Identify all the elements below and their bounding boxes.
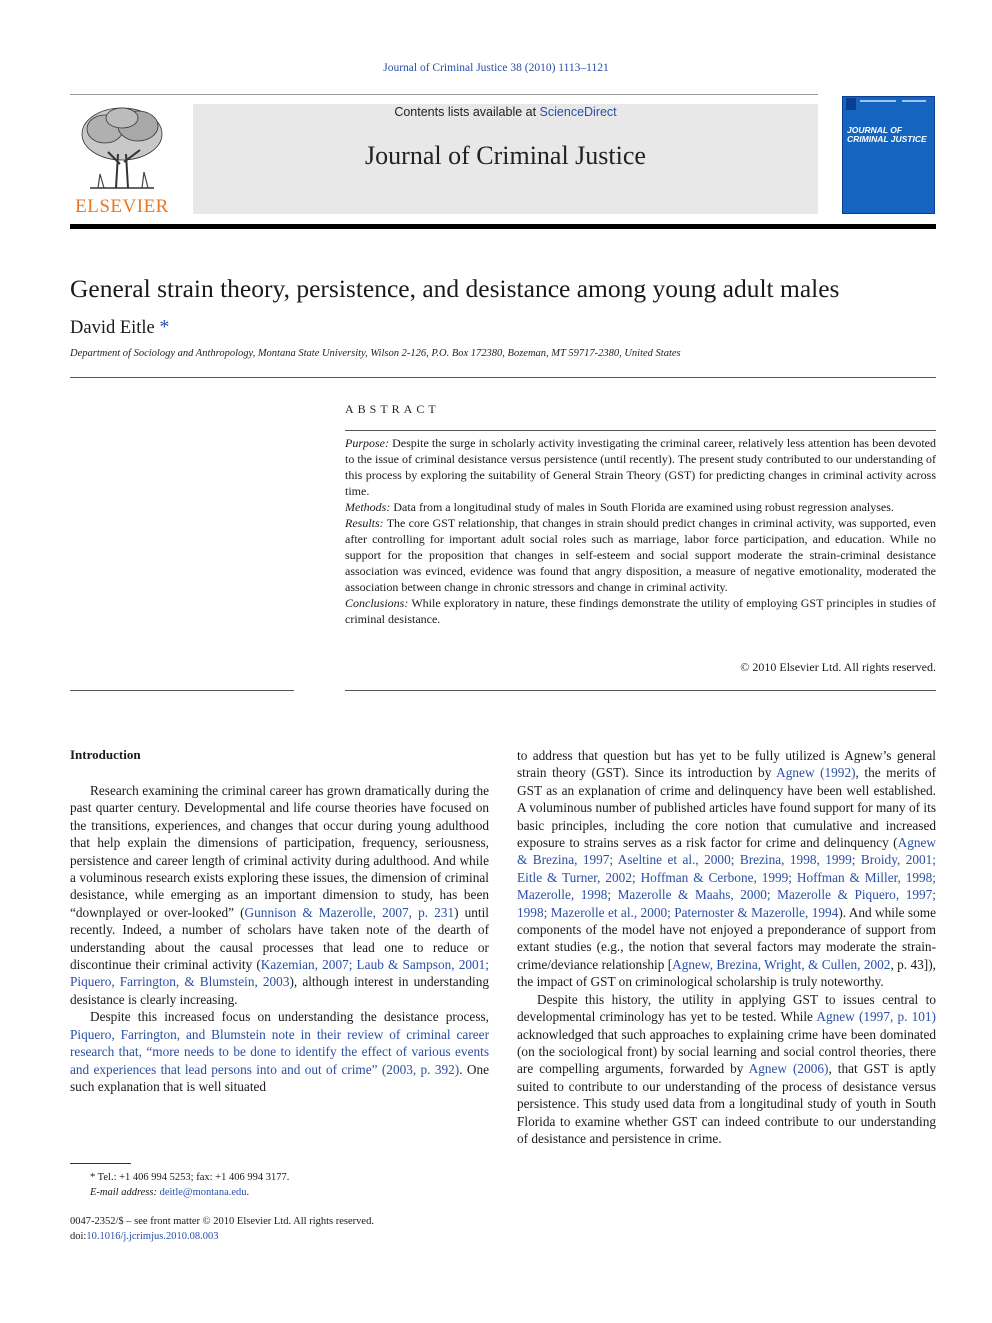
- footnote-contact: * Tel.: +1 406 994 5253; fax: +1 406 994 3177.: [90, 1172, 290, 1183]
- paragraph: [70, 782, 489, 1008]
- methods-label: Methods:: [345, 500, 391, 514]
- paragraph: [517, 991, 936, 1148]
- purpose-text: Despite the surge in scholarly activity investigating the criminal career, relatively less attention has been devoted to the issue of criminal desistance versus persistence (until recently). The present study contributed to our understanding of this process by exploring the suitability of General Strain Theory (GST) for predicting changes in criminal activity across time.: [345, 436, 936, 498]
- author-line: [70, 316, 169, 339]
- footnote: [70, 1170, 490, 1200]
- contents-prefix: Contents lists available at: [394, 105, 540, 119]
- abstract-purpose: [345, 435, 936, 499]
- journal-name: Journal of Criminal Justice: [365, 141, 646, 170]
- email-label: E-mail address:: [90, 1187, 157, 1198]
- title-rule: [70, 377, 936, 378]
- contents-line: [193, 105, 818, 119]
- text-run: ), although interest in understanding desistance is clearly increasing.: [70, 974, 489, 1007]
- elsevier-wordmark: ELSEVIER: [75, 196, 169, 217]
- email-end: .: [246, 1187, 250, 1198]
- text-run: . One such explanation that is well situated: [70, 1061, 489, 1094]
- author-name: David Eitle: [70, 318, 155, 338]
- abstract-heading: ABSTRACT: [345, 402, 440, 416]
- text-run: , the merits of GST as an explanation of crime and delinquency have been well established. A voluminous number of published articles have found support for many of its basic principles, including the core notion that cumulative and increased exposure to strains serves as a risk factor for crime and delinquency (: [517, 765, 937, 851]
- left-end-rule: [70, 690, 294, 691]
- author-affiliation: Department of Sociology and Anthropology, Montana State University, Wilson 2-126, P.O. Box 172380, Bozeman, MT 59717-2380, United States: [70, 348, 681, 359]
- abstract-results: [345, 515, 936, 595]
- text-run: , that GST is aptly suited to contribute to our understanding of the process of desistance versus persistence. This study used data from a longitudinal study of youth in South Florida to examine whether GST can indeed contribute to our understanding of desistance and persistence in crime.: [517, 1061, 936, 1146]
- doi-label: doi:: [70, 1231, 87, 1242]
- citation-link[interactable]: Agnew (1992): [776, 765, 856, 781]
- results-text: The core GST relationship, that changes in strain should predict changes in criminal activity, was supported, even after controlling for important adult social roles such as marriage, labor force participation, and education. While no support for the proposition that changes in self-esteem and social support moderate the strain-criminal desistance association was evinced, evidence was found that angry disposition, a measure of negative emotionality, moderated the association between change in chronic stressors and change in criminal activity.: [345, 516, 936, 594]
- abstract-methods: [345, 499, 936, 515]
- email-link[interactable]: deitle@montana.edu: [159, 1187, 247, 1198]
- methods-text: Data from a longitudinal study of males in South Florida are examined using robust regression analyses.: [390, 500, 894, 514]
- text-run: Despite this increased focus on understanding the desistance process,: [90, 1009, 489, 1025]
- header-rule: [70, 94, 818, 95]
- issn-line: 0047-2352/$ – see front matter © 2010 Elsevier Ltd. All rights reserved.: [70, 1216, 374, 1227]
- article-title: General strain theory, persistence, and desistance among young adult males: [70, 274, 840, 303]
- citation-link[interactable]: Gunnison & Mazerolle, 2007, p. 231: [244, 904, 455, 920]
- sciencedirect-link[interactable]: ScienceDirect: [539, 105, 617, 119]
- results-label: Results:: [345, 516, 384, 530]
- abstract-end-rule: [345, 690, 936, 691]
- citation-link[interactable]: Agnew & Brezina, 1997; Aseltine et al., 2000; Brezina, 1998, 1999; Broidy, 2001; Eitle & Turner, 2002; Hoffman & Cerbone, 1999; Hoffman & Miller, 1998; Mazerolle, 1998; Mazerolle & Maahs, 2000; Mazerolle & Piquero, 1997; 1998; Mazerolle et al., 2000; Paternoster & Mazerolle, 1994: [517, 835, 936, 920]
- purpose-label: Purpose:: [345, 436, 389, 450]
- footnote-rule: [70, 1163, 131, 1164]
- paragraph: [517, 747, 936, 991]
- doi-link[interactable]: 10.1016/j.jcrimjus.2010.08.003: [86, 1231, 219, 1242]
- citation-link[interactable]: Piquero, Farrington, and Blumstein note in their review of criminal career research that, “more needs to be done to identify the effect of various events and experiences that lead persons into and out of crime” (2003, p. 392): [70, 1026, 489, 1077]
- tree-icon: [70, 104, 174, 196]
- paragraph: [70, 1008, 489, 1095]
- footnote-email-line: [70, 1185, 490, 1200]
- conclusions-text: While exploratory in nature, these findings demonstrate the utility of employing GST principles in studies of criminal desistance.: [345, 596, 936, 626]
- front-matter: [70, 1214, 490, 1244]
- abstract-conclusions: [345, 595, 936, 627]
- text-run: acknowledged that such approaches to explaining crime have been dominated (on the sociological front) by social learning and social control theories, there are compelling arguments, forwarded by: [517, 1026, 936, 1077]
- journal-citation-link[interactable]: Journal of Criminal Justice 38 (2010) 1113–1121: [383, 62, 609, 74]
- corresponding-author-link[interactable]: *: [159, 316, 170, 338]
- abstract-body: [345, 435, 936, 627]
- body-column-left: [70, 782, 489, 1095]
- text-run: , p. 43]), the impact of GST on criminological scholarship is truly noteworthy.: [517, 956, 936, 990]
- text-run: ) until recently. Indeed, a number of scholars have taken note of the dearth of understanding about the causal processes that lead one to reduce or discontinue their criminal activity (: [70, 904, 490, 973]
- conclusions-label: Conclusions:: [345, 596, 409, 610]
- header-thick-rule: [70, 224, 936, 229]
- abstract-rule: [345, 430, 936, 431]
- text-run: Research examining the criminal career has grown dramatically during the past quarter century. Developmental and life course theories have focused on the transitions, experiences, and changes that occur during young adulthood that help explain the dimensions of participation, frequency, seriousness, persistence and career length of criminal activity during adulthood. And while a voluminous research exists exploring these issues, the dimension of criminal desistance, while emerging as an important dimension to study, has been “downplayed or over-looked” (: [70, 783, 489, 920]
- text-run: ). And while some components of the model have not enjoyed a preponderance of support from extant studies (e.g., the notion that several factors may moderate the strain-crime/deviance relationship [: [517, 904, 936, 972]
- body-column-right: [517, 747, 936, 1147]
- section-heading-introduction: Introduction: [70, 747, 141, 762]
- citation-link[interactable]: Agnew, Brezina, Wright, & Cullen, 2002: [672, 956, 891, 972]
- citation-link[interactable]: Agnew (2006): [748, 1061, 829, 1077]
- text-run: to address that question but has yet to be fully utilized is Agnew’s general strain theory (GST). Since its introduction by: [517, 748, 936, 781]
- cover-title: JOURNAL OF CRIMINAL JUSTICE: [847, 125, 927, 144]
- doi-line: [70, 1229, 490, 1244]
- citation-link[interactable]: Agnew (1997, p. 101): [816, 1009, 936, 1025]
- citation-link[interactable]: Kazemian, 2007; Laub & Sampson, 2001; Piquero, Farrington, & Blumstein, 2003: [70, 957, 489, 990]
- text-run: Despite this history, the utility in applying GST to issues central to developmental criminology has yet to be tested. While: [517, 991, 936, 1025]
- abstract-copyright: © 2010 Elsevier Ltd. All rights reserved.: [740, 660, 936, 674]
- journal-cover-image: [842, 96, 935, 214]
- cover-header-strip: [846, 97, 930, 111]
